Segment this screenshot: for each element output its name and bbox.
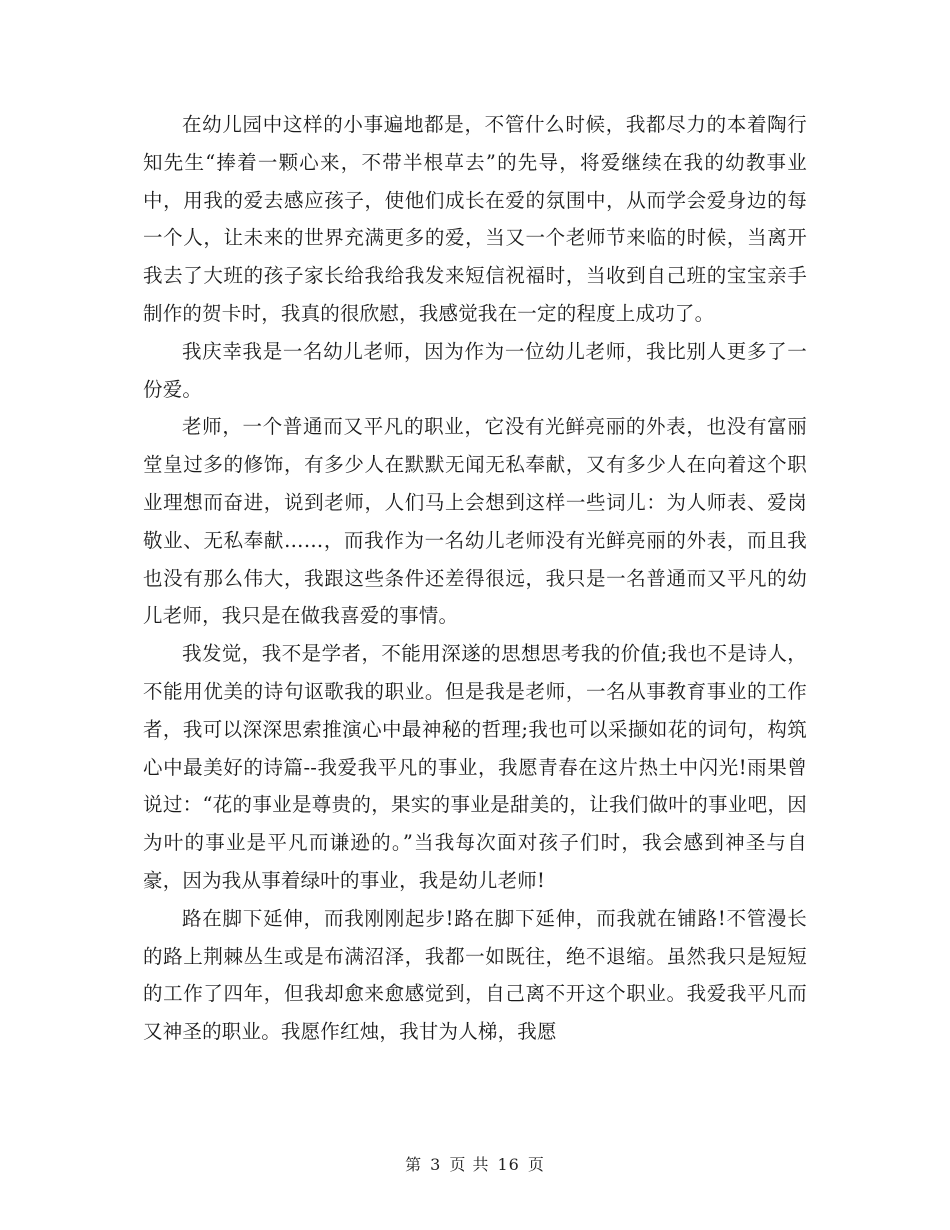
body-text [143,106,807,1051]
total-pages: 16 [497,1155,520,1174]
paragraph-5: 路在脚下延伸，而我刚刚起步!路在脚下延伸，而我就在铺路!不管漫长的路上荆棘丛生或是布满沼泽，我都一如既往，绝不退缩。虽然我只是短短的工作了四年，但我却愈来愈感觉到，自己离不开这个职业。我爱我平凡而又神圣的职业。我愿作红烛，我甘为人梯，我愿 [143,906,807,1044]
page-footer [0,1152,950,1175]
footer-suffix: 页 [527,1155,545,1174]
paragraph-4: 我发觉，我不是学者，不能用深遂的思想思考我的价值;我也不是诗人，不能用优美的诗句讴歌我的职业。但是我是老师，一名从事教育事业的工作者，我可以深深思索推演心中最神秘的哲理;我也可以采撷如花的词句，构筑心中最美好的诗篇--我爱我平凡的事业，我愿青春在这片热土中闪光!雨果曾说过：“花的事业是尊贵的，果实的事业是甜美的，让我们做叶的事业吧，因为叶的事业是平凡而谦逊的。”当我每次面对孩子们时，我会感到神圣与自豪，因为我从事着绿叶的事业，我是幼儿老师! [143,642,807,892]
paragraph-2: 我庆幸我是一名幼儿老师，因为作为一位幼儿老师，我比别人更多了一份爱。 [143,339,807,401]
paragraph-1: 在幼儿园中这样的小事遍地都是，不管什么时候，我都尽力的本着陶行知先生“捧着一颗心来，不带半根草去”的先导，将爱继续在我的幼教事业中，用我的爱去感应孩子，使他们成长在爱的氛围中，从而学会爱身边的每一个人，让未来的世界充满更多的爱，当又一个老师节来临的时候，当离开我去了大班的孩子家长给我给我发来短信祝福时，当收到自己班的宝宝亲手制作的贺卡时，我真的很欣慰，我感觉我在一定的程度上成功了。 [143,113,807,325]
footer-middle: 页 共 [449,1155,490,1174]
footer-prefix: 第 [405,1155,423,1174]
page-number: 3 [430,1155,442,1174]
paragraph-3: 老师，一个普通而又平凡的职业，它没有光鲜亮丽的外表，也没有富丽堂皇过多的修饰，有多少人在默默无闻无私奉献，又有多少人在向着这个职业理想而奋进，说到老师，人们马上会想到这样一些词儿：为人师表、爱岗敬业、无私奉献……，而我作为一名幼儿老师没有光鲜亮丽的外表，而且我也没有那么伟大，我跟这些条件还差得很远，我只是一名普通而又平凡的幼儿老师，我只是在做我喜爱的事情。 [143,415,807,628]
